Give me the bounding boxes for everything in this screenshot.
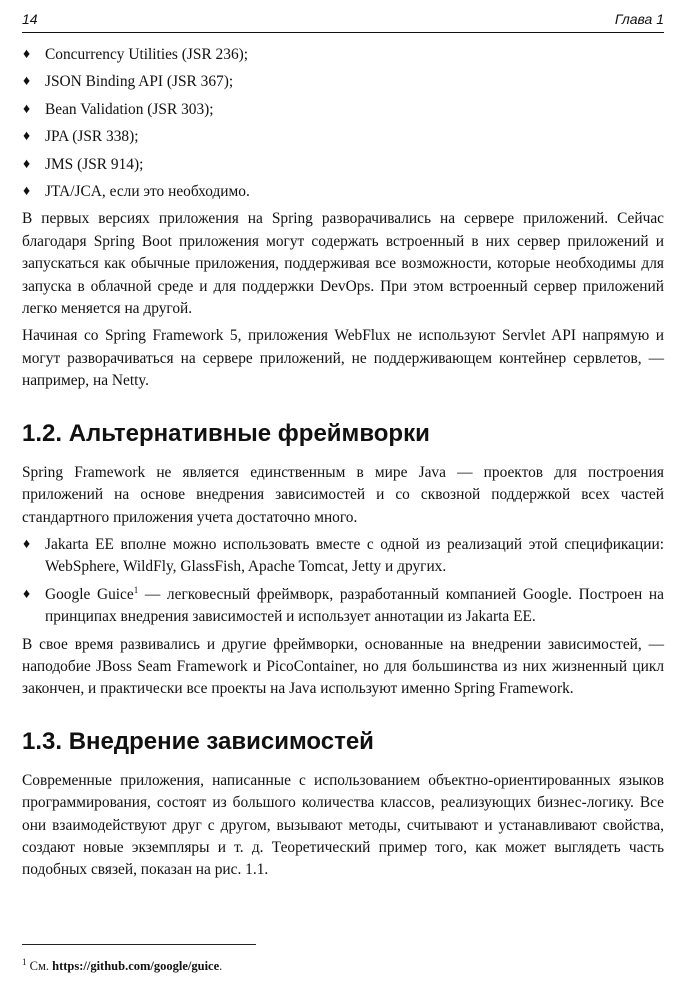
section-heading-alternatives: 1.2. Альтернативные фреймворки [22, 419, 430, 447]
chapter-title: Глава 1 [614, 11, 664, 27]
list-item: ♦ JPA (JSR 338); [22, 126, 664, 148]
paragraph-webflux: Начиная со Spring Framework 5, приложения WebFlux не используют Servlet API напрямую и могут разворачиваться на сервере приложений, не поддерживающем контейнер сервлетов, — например, на Netty. [22, 327, 664, 390]
diamond-bullet-icon: ♦ [23, 47, 31, 62]
diamond-bullet-icon: ♦ [23, 586, 31, 602]
jsr-list [22, 44, 664, 203]
paragraph-alternatives-outro: В свое время развивались и другие фреймворки, основанные на внедрении зависимостей, — наподобие JBoss Seam Framework и PicoContainer, но для большинства из них жизненный цикл закончен, и практически все проекты на Java используют именно Spring Framework. [22, 635, 664, 698]
diamond-bullet-icon: ♦ [23, 536, 31, 552]
page-header [22, 8, 664, 33]
list-item: ♦ Jakarta EE вполне можно использовать вместе с одной из реализаций этой спецификации: WebSphere, WildFly, GlassFish, Apache Tomcat, Jetty и других. [23, 535, 664, 576]
footnote-link[interactable]: https://github.com/google/guice [52, 959, 220, 973]
list-item: ♦ Bean Validation (JSR 303); [22, 99, 664, 121]
page-body [22, 44, 664, 887]
footnote: $^1$ См. https://github.com/google/guice. [22, 956, 223, 973]
diamond-bullet-icon: ♦ [23, 74, 31, 90]
guice-name: Google Guice [45, 585, 134, 603]
page-number: 14 [22, 11, 38, 27]
list-item: ♦ JMS (JSR 914); [22, 154, 664, 176]
paragraph-spring-boot: В первых версиях приложения на Spring разворачивались на сервере приложений. Сейчас благодаря Spring Boot приложения могут содержать встроенный в них сервер приложений и запускаться как обычные приложения, поддерживая все возможности, которые необходимы для запуска в облачной среде и для поддержки DevOps. При этом встроенный сервер приложений легко меняется на другой. [22, 210, 664, 318]
paragraph-alternatives-intro: Spring Framework не является единственным в мире Java — проектов для построения приложений на основе внедрения зависимостей и со сквозной поддержкой всех частей стандартного приложения учета достаточно много. [22, 463, 664, 526]
footnote-divider [22, 944, 256, 945]
list-item: ♦ JSON Binding API (JSR 367); [22, 71, 664, 93]
diamond-bullet-icon: ♦ [23, 184, 31, 200]
list-item: ♦ Concurrency Utilities (JSR 236); [22, 44, 664, 66]
frameworks-list [22, 534, 664, 629]
paragraph-di: Современные приложения, написанные с использованием объектно-ориентированных языков программирования, состоят из большого количества классов, реализующих бизнес-логику. Все они взаимодействуют друг с другом, вызывают методы, считывают и устанавливают свойства, создают новые экземпляры и т. д. Теоретический пример того, как может выглядеть часть подобных связей, показан на рис. 1.1. [22, 771, 664, 879]
footnote-number: 1 [22, 956, 27, 967]
diamond-bullet-icon: ♦ [23, 101, 31, 117]
footnote-marker: 1 [133, 584, 139, 595]
list-item: ♦ JTA/JCA, если это необходимо. [22, 181, 664, 203]
diamond-bullet-icon: ♦ [23, 129, 31, 145]
diamond-bullet-icon: ♦ [23, 156, 31, 172]
list-item: ♦ Google Guice$^1$ — легковесный фреймворк, разработанный компанией Google. Построен на принципах внедрения зависимостей и использует аннотации из Jakarta EE. [23, 584, 664, 626]
section-heading-di: 1.3. Внедрение зависимостей [22, 727, 374, 755]
